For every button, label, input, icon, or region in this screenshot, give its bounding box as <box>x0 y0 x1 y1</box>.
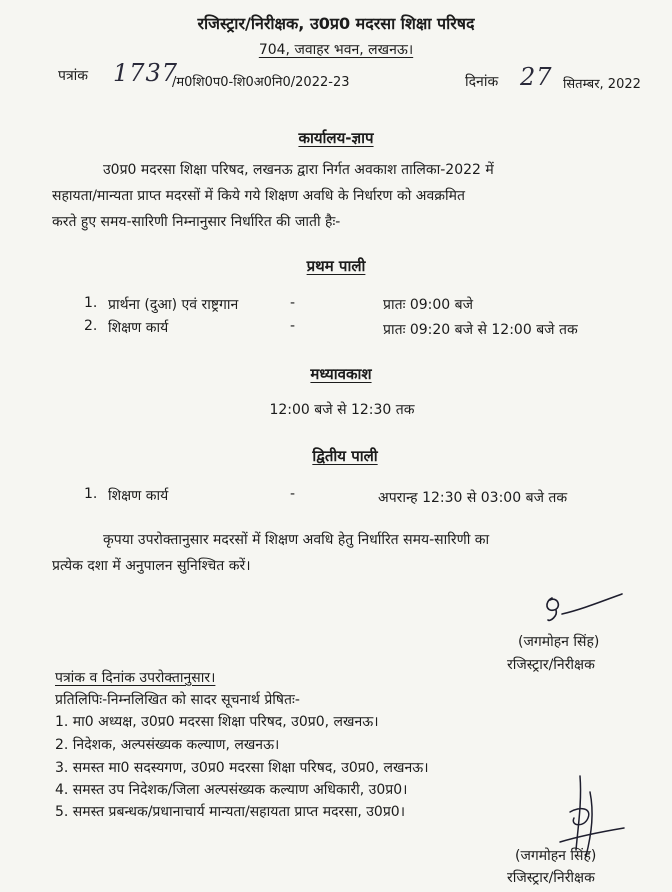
closing-line-2: प्रत्येक दशा में अनुपालन सुनिश्चित करें। <box>52 558 251 574</box>
first-shift-heading: प्रथम पाली <box>306 257 366 275</box>
first-shift-item-2-dash: - <box>290 318 296 334</box>
first-shift-item-1-num: 1. <box>84 295 98 311</box>
copy-item-4: 4. समस्त उप निदेशक/जिला अल्पसंख्यक कल्याण अधिकारी, उ0प्र0। <box>55 782 408 798</box>
memo-title: कार्यालय-ज्ञाप <box>298 129 374 147</box>
copy-item-1: 1. मा0 अध्यक्ष, उ0प्र0 मदरसा शिक्षा परिषद, उ0प्र0, लखनऊ। <box>55 714 379 730</box>
ref-number-handwritten: 1737 <box>113 59 179 87</box>
office-address: 704, जवाहर भवन, लखनऊ। <box>258 42 414 58</box>
first-shift-item-2-time: प्रातः 09:20 बजे से 12:00 बजे तक <box>383 322 578 338</box>
first-shift-item-1-activity: प्रार्थना (दुआ) एवं राष्ट्रगान <box>108 297 239 313</box>
interval-heading: मध्यावकाश <box>310 365 372 383</box>
ref-suffix: /म0शि0प0-शि0अ0नि0/2022-23 <box>172 75 350 90</box>
first-shift-item-1-dash: - <box>290 295 296 311</box>
copy-ref-line: पत्रांक व दिनांक उपरोक्तानुसार। <box>55 670 216 686</box>
copy-item-2: 2. निदेशक, अल्पसंख्यक कल्याण, लखनऊ। <box>55 737 280 753</box>
first-shift-item-2-num: 2. <box>84 318 98 334</box>
intro-line-1: उ0प्र0 मदरसा शिक्षा परिषद, लखनऊ द्वारा निर्गत अवकाश तालिका-2022 में <box>103 162 494 178</box>
office-title: रजिस्ट्रार/निरीक्षक, उ0प्र0 मदरसा शिक्षा परिषद <box>197 14 475 33</box>
signature-2-name: (जगमोहन सिंह) <box>515 848 597 864</box>
intro-line-3: करते हुए समय-सारिणी निम्नानुसार निर्धारित की जाती हैः- <box>52 214 341 230</box>
first-shift-item-2-activity: शिक्षण कार्य <box>108 320 169 336</box>
first-shift-item-1-time: प्रातः 09:00 बजे <box>383 297 474 313</box>
ref-label: पत्रांक <box>58 68 89 84</box>
intro-line-2: सहायता/मान्यता प्राप्त मदरसों में किये गये शिक्षण अवधि के निर्धारण को अवक्रमित <box>52 188 465 204</box>
signature-2-designation: रजिस्ट्रार/निरीक्षक <box>507 870 595 886</box>
date-month-year: सितम्बर, 2022 <box>563 77 641 92</box>
copy-item-3: 3. समस्त मा0 सदस्यगण, उ0प्र0 मदरसा शिक्षा परिषद, उ0प्र0, लखनऊ। <box>55 760 429 776</box>
second-shift-heading: द्वितीय पाली <box>312 447 378 465</box>
interval-time: 12:00 बजे से 12:30 तक <box>269 402 415 418</box>
second-shift-item-1-num: 1. <box>84 486 98 502</box>
copy-intro: प्रतिलिपिः-निम्नलिखित को सादर सूचनार्थ प्रेषितः- <box>55 692 300 708</box>
signature-1 <box>540 592 650 632</box>
signature-1-name: (जगमोहन सिंह) <box>518 634 600 650</box>
signature-1-designation: रजिस्ट्रार/निरीक्षक <box>507 657 595 673</box>
date-label: दिनांक <box>465 74 499 90</box>
closing-line-1: कृपया उपरोक्तानुसार मदरसों में शिक्षण अवधि हेतु निर्धारित समय-सारिणी का <box>103 532 490 548</box>
copy-item-5: 5. समस्त प्रबन्धक/प्रधानाचार्य मान्यता/सहायता प्राप्त मदरसा, उ0प्र0। <box>55 804 406 820</box>
second-shift-item-1-dash: - <box>290 486 296 502</box>
date-day-handwritten: 27 <box>520 63 553 91</box>
second-shift-item-1-activity: शिक्षण कार्य <box>108 488 169 504</box>
second-shift-item-1-time: अपरान्ह 12:30 से 03:00 बजे तक <box>378 490 568 506</box>
